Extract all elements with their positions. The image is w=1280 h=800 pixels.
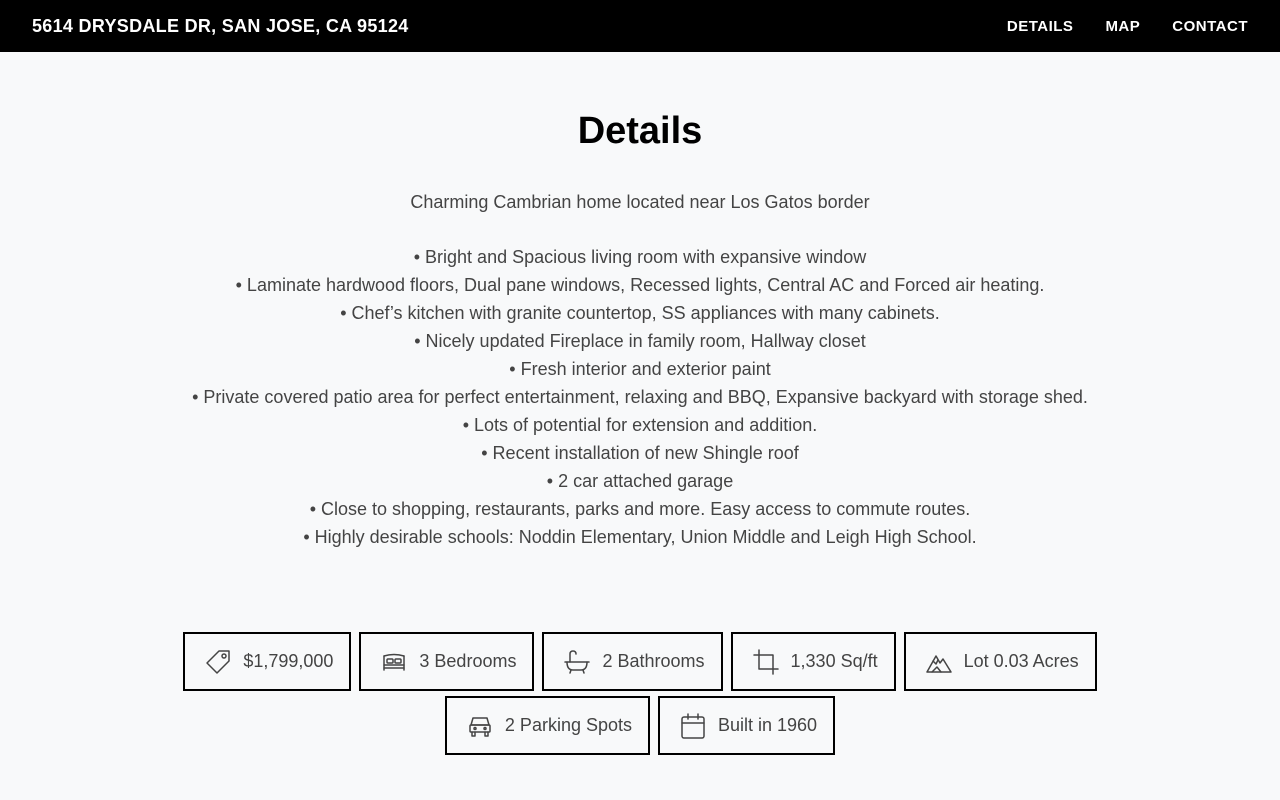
- sqft-stat: [731, 632, 896, 691]
- bathrooms-stat: [542, 632, 722, 691]
- bed-icon: [379, 647, 409, 677]
- feature-item: • Nicely updated Fireplace in family room, Hallway closet: [414, 331, 866, 351]
- feature-item: • Laminate hardwood floors, Dual pane windows, Recessed lights, Central AC and Forced air heating.: [235, 275, 1045, 295]
- parking-stat: [445, 696, 650, 755]
- property-stats: [0, 632, 1280, 760]
- parking-label: 2 Parking Spots: [504, 715, 632, 735]
- top-navbar: [0, 0, 1280, 52]
- built-stat: [658, 696, 835, 755]
- features-list: [0, 243, 1280, 551]
- car-icon: [465, 711, 495, 741]
- feature-item: • Fresh interior and exterior paint: [509, 359, 771, 379]
- bedrooms-label: 3 Bedrooms: [419, 651, 517, 671]
- built-label: Built in 1960: [718, 715, 818, 735]
- site-title[interactable]: 5614 DRYSDALE DR, SAN JOSE, CA 95124: [32, 15, 409, 36]
- bathtub-icon: [562, 647, 592, 677]
- bedrooms-stat: [359, 632, 534, 691]
- feature-item: • Recent installation of new Shingle roof: [481, 443, 799, 463]
- stats-row: [0, 632, 1280, 691]
- mountain-icon: [924, 647, 954, 677]
- nav-link-details[interactable]: DETAILS: [1006, 17, 1074, 35]
- price-tag-icon: [203, 647, 233, 677]
- feature-item: • Close to shopping, restaurants, parks and more. Easy access to commute routes.: [309, 499, 971, 519]
- stats-row: [0, 696, 1280, 755]
- crop-icon: [751, 647, 781, 677]
- feature-item: • Highly desirable schools: Noddin Elementary, Union Middle and Leigh High School.: [303, 527, 977, 547]
- feature-item: • Lots of potential for extension and addition.: [462, 415, 818, 435]
- feature-item: • Chef’s kitchen with granite countertop, SS appliances with many cabinets.: [340, 303, 940, 323]
- price-label: $1,799,000: [243, 651, 334, 671]
- calendar-icon: [678, 711, 708, 741]
- nav-link-map[interactable]: MAP: [1105, 17, 1141, 35]
- sqft-label: 1,330 Sq/ft: [790, 651, 878, 671]
- details-heading: Details: [577, 110, 703, 152]
- feature-item: • 2 car attached garage: [546, 471, 734, 491]
- lot-stat: [904, 632, 1097, 691]
- feature-item: • Bright and Spacious living room with expansive window: [413, 247, 867, 267]
- main-nav: [975, 18, 1248, 35]
- nav-link-contact[interactable]: CONTACT: [1172, 17, 1248, 35]
- price-stat: [183, 632, 351, 691]
- details-tagline: Charming Cambrian home located near Los Gatos border: [410, 192, 870, 212]
- bathrooms-label: 2 Bathrooms: [602, 651, 705, 671]
- feature-item: • Private covered patio area for perfect entertainment, relaxing and BBQ, Expansive backyard with storage shed.: [192, 387, 1088, 407]
- lot-label: Lot 0.03 Acres: [963, 651, 1079, 671]
